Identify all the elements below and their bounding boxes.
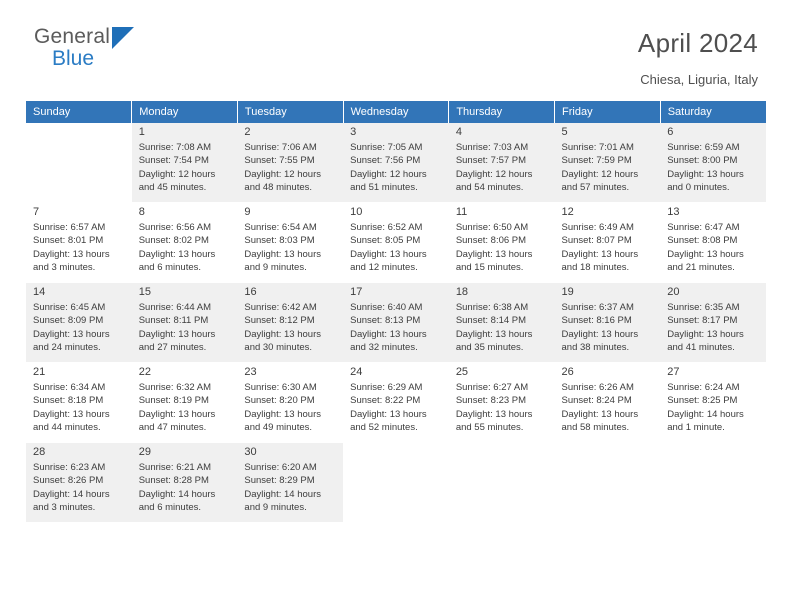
day-detail-line: Sunrise: 6:56 AM <box>138 221 212 233</box>
day-number: 17 <box>350 285 363 298</box>
day-detail-line: Sunrise: 6:40 AM <box>350 301 423 313</box>
column-header-saturday: Saturday <box>660 101 766 123</box>
day-detail-line: and 48 minutes. <box>244 182 313 194</box>
day-detail-line: Sunrise: 7:05 AM <box>350 142 423 153</box>
day-cell-empty <box>660 442 766 522</box>
day-detail-line: Sunset: 7:56 PM <box>350 155 421 167</box>
day-detail-line: and 49 minutes. <box>244 422 313 434</box>
day-detail-line: Sunrise: 6:30 AM <box>244 381 317 393</box>
day-detail-line: and 41 minutes. <box>667 342 735 354</box>
location-label: Chiesa, Liguria, Italy <box>640 72 758 87</box>
day-detail-line: Daylight: 14 hours <box>244 488 321 500</box>
day-number: 16 <box>244 285 257 298</box>
calendar-table <box>26 101 766 523</box>
day-detail-line: Daylight: 13 hours <box>33 328 110 340</box>
day-detail-line: Sunrise: 6:47 AM <box>667 221 740 233</box>
day-detail-line: Sunrise: 6:32 AM <box>138 381 212 393</box>
day-detail-line: Sunrise: 6:27 AM <box>455 381 529 393</box>
day-detail-line: and 3 minutes. <box>33 262 96 274</box>
day-detail-line: and 32 minutes. <box>350 342 418 354</box>
day-detail-line: Sunrise: 6:50 AM <box>455 221 529 233</box>
day-number: 1 <box>138 126 145 138</box>
day-detail-line: and 9 minutes. <box>244 262 307 274</box>
day-detail-line: Daylight: 14 hours <box>138 488 216 500</box>
day-cell-empty <box>26 123 132 202</box>
day-cell[interactable] <box>555 362 661 442</box>
day-cell[interactable] <box>26 442 132 522</box>
day-detail-line: Sunrise: 6:34 AM <box>33 381 106 393</box>
day-detail-line: Sunset: 8:12 PM <box>244 315 315 327</box>
day-cell[interactable] <box>343 362 449 442</box>
day-detail-line: and 0 minutes. <box>667 182 730 194</box>
day-detail-line: Sunrise: 6:35 AM <box>667 301 740 313</box>
day-detail-line: and 15 minutes. <box>455 262 524 274</box>
day-cell[interactable] <box>555 123 661 202</box>
day-detail-line: Daylight: 14 hours <box>33 488 110 500</box>
day-number: 12 <box>561 205 574 218</box>
day-detail-line: Daylight: 13 hours <box>138 328 216 340</box>
day-detail-line: and 35 minutes. <box>455 342 524 354</box>
day-detail-line: Daylight: 13 hours <box>244 328 321 340</box>
day-detail-line: Sunset: 8:14 PM <box>455 315 527 327</box>
day-number: 11 <box>455 205 468 218</box>
day-detail-line: Daylight: 13 hours <box>138 248 216 260</box>
day-number: 20 <box>667 285 680 298</box>
day-detail-line: Sunrise: 6:37 AM <box>561 301 634 313</box>
day-detail-line: Sunset: 8:03 PM <box>244 235 315 247</box>
day-cell[interactable] <box>449 282 555 362</box>
day-detail-line: and 12 minutes. <box>350 262 418 274</box>
day-number: 8 <box>138 205 145 218</box>
day-detail-line: and 57 minutes. <box>561 182 630 194</box>
day-detail-line: and 38 minutes. <box>561 342 630 354</box>
day-detail-line: Sunrise: 6:49 AM <box>561 221 634 233</box>
day-detail-line: Sunset: 8:09 PM <box>33 315 104 327</box>
week-row <box>26 202 766 282</box>
day-detail-line: Daylight: 12 hours <box>455 168 533 180</box>
logo <box>34 26 144 69</box>
day-detail-line: and 24 minutes. <box>33 342 101 354</box>
day-number: 15 <box>138 285 151 298</box>
logo-text-blue: Blue <box>52 47 95 70</box>
page-header <box>0 0 792 87</box>
day-detail-line: Daylight: 12 hours <box>138 168 216 180</box>
day-detail-line: Daylight: 13 hours <box>561 328 639 340</box>
day-cell[interactable] <box>237 282 343 362</box>
day-detail-line: and 18 minutes. <box>561 262 630 274</box>
day-detail-line: Sunrise: 6:20 AM <box>244 461 317 473</box>
day-cell[interactable] <box>555 282 661 362</box>
column-header-friday: Friday <box>555 101 661 123</box>
day-detail-line: Sunset: 8:00 PM <box>667 155 738 167</box>
day-cell[interactable] <box>132 202 238 282</box>
day-cell[interactable] <box>660 202 766 282</box>
day-detail-line: Daylight: 13 hours <box>667 168 744 180</box>
week-row <box>26 442 766 522</box>
day-number: 28 <box>33 445 46 458</box>
day-number: 27 <box>667 365 680 378</box>
day-number: 29 <box>138 445 151 458</box>
day-detail-line: Sunrise: 6:59 AM <box>667 142 740 153</box>
day-detail-line: Sunset: 7:57 PM <box>455 155 527 167</box>
day-detail-line: Sunset: 8:08 PM <box>667 235 738 247</box>
day-detail-line: Sunset: 8:18 PM <box>33 395 104 407</box>
logo-text-general: General <box>34 25 111 48</box>
day-detail-line: Daylight: 13 hours <box>667 248 744 260</box>
day-detail-line: Sunrise: 6:26 AM <box>561 381 634 393</box>
day-detail-line: Sunrise: 6:23 AM <box>33 461 106 473</box>
day-detail-line: Daylight: 13 hours <box>455 248 533 260</box>
day-detail-line: and 9 minutes. <box>244 502 307 514</box>
day-number: 18 <box>455 285 469 298</box>
day-detail-line: Daylight: 13 hours <box>33 248 110 260</box>
column-header-sunday: Sunday <box>26 101 132 123</box>
day-detail-line: Daylight: 13 hours <box>244 248 321 260</box>
day-detail-line: and 30 minutes. <box>244 342 313 354</box>
day-detail-line: and 52 minutes. <box>350 422 418 434</box>
week-row <box>26 123 766 202</box>
day-detail-line: Daylight: 13 hours <box>561 408 639 420</box>
day-detail-line: Sunset: 8:13 PM <box>350 315 421 327</box>
day-detail-line: Daylight: 13 hours <box>455 328 533 340</box>
column-header-thursday: Thursday <box>449 101 555 123</box>
day-detail-line: Sunset: 8:24 PM <box>561 395 632 407</box>
day-detail-line: Sunrise: 6:21 AM <box>138 461 212 473</box>
day-detail-line: Daylight: 13 hours <box>667 328 744 340</box>
day-detail-line: and 6 minutes. <box>138 262 202 274</box>
day-number: 10 <box>350 205 363 218</box>
column-header-wednesday: Wednesday <box>343 101 449 123</box>
day-detail-line: Sunset: 7:54 PM <box>138 155 209 167</box>
day-cell[interactable] <box>660 123 766 202</box>
day-detail-line: Daylight: 13 hours <box>455 408 533 420</box>
day-detail-line: Sunset: 8:06 PM <box>455 235 527 247</box>
day-cell-empty <box>555 442 661 522</box>
day-detail-line: Sunset: 8:26 PM <box>33 475 104 487</box>
day-detail-line: Sunset: 8:11 PM <box>138 315 209 327</box>
week-row <box>26 362 766 442</box>
day-cell[interactable] <box>26 282 132 362</box>
day-cell[interactable] <box>132 362 238 442</box>
day-cell[interactable] <box>237 123 343 202</box>
day-number: 19 <box>561 285 574 298</box>
day-detail-line: Sunrise: 6:29 AM <box>350 381 423 393</box>
day-detail-line: Daylight: 13 hours <box>350 248 427 260</box>
day-detail-line: Sunset: 8:19 PM <box>138 395 209 407</box>
day-detail-line: Sunset: 7:55 PM <box>244 155 315 167</box>
day-detail-line: Sunset: 8:07 PM <box>561 235 632 247</box>
day-detail-line: Sunrise: 6:38 AM <box>455 301 529 313</box>
day-detail-line: Sunset: 8:23 PM <box>455 395 527 407</box>
day-cell[interactable] <box>237 362 343 442</box>
day-detail-line: and 3 minutes. <box>33 502 96 514</box>
day-cell[interactable] <box>449 123 555 202</box>
day-detail-line: and 55 minutes. <box>455 422 524 434</box>
logo-triangle-icon <box>112 27 134 49</box>
title-block <box>638 26 758 87</box>
day-cell[interactable] <box>660 362 766 442</box>
day-detail-line: Daylight: 12 hours <box>350 168 427 180</box>
day-detail-line: Sunset: 8:25 PM <box>667 395 738 407</box>
column-header-tuesday: Tuesday <box>237 101 343 123</box>
day-number: 4 <box>455 126 462 138</box>
day-cell[interactable] <box>26 202 132 282</box>
day-detail-line: Sunset: 8:17 PM <box>667 315 738 327</box>
day-number: 24 <box>350 365 363 378</box>
day-detail-line: Sunset: 8:22 PM <box>350 395 421 407</box>
day-detail-line: and 21 minutes. <box>667 262 735 274</box>
day-number: 13 <box>667 205 680 218</box>
day-number: 14 <box>33 285 46 298</box>
day-detail-line: Sunrise: 6:52 AM <box>350 221 423 233</box>
day-detail-line: Sunrise: 6:42 AM <box>244 301 317 313</box>
day-cell[interactable] <box>555 202 661 282</box>
day-detail-line: Daylight: 13 hours <box>350 408 427 420</box>
day-number: 30 <box>244 445 257 458</box>
day-detail-line: and 54 minutes. <box>455 182 524 194</box>
day-number: 5 <box>561 126 568 138</box>
day-cell[interactable] <box>237 202 343 282</box>
day-detail-line: and 47 minutes. <box>138 422 207 434</box>
day-detail-line: Daylight: 14 hours <box>667 408 744 420</box>
day-detail-line: Sunrise: 7:08 AM <box>138 142 212 153</box>
day-detail-line: and 51 minutes. <box>350 182 418 194</box>
column-header-monday: Monday <box>132 101 238 123</box>
day-detail-line: and 6 minutes. <box>138 502 202 514</box>
day-cell-empty <box>343 442 449 522</box>
day-detail-line: Sunset: 7:59 PM <box>561 155 632 167</box>
day-cell[interactable] <box>26 362 132 442</box>
day-number: 3 <box>350 126 357 138</box>
day-detail-line: Sunset: 8:02 PM <box>138 235 209 247</box>
day-detail-line: Daylight: 12 hours <box>244 168 321 180</box>
day-detail-line: Sunrise: 6:45 AM <box>33 301 106 313</box>
day-number: 2 <box>244 126 251 138</box>
day-cell[interactable] <box>660 282 766 362</box>
day-cell[interactable] <box>343 123 449 202</box>
day-cell[interactable] <box>449 362 555 442</box>
day-detail-line: Daylight: 13 hours <box>244 408 321 420</box>
day-detail-line: Sunrise: 7:01 AM <box>561 142 634 153</box>
day-cell[interactable] <box>132 442 238 522</box>
page-title: April 2024 <box>637 28 758 58</box>
day-cell[interactable] <box>132 123 238 202</box>
day-detail-line: Daylight: 13 hours <box>33 408 110 420</box>
day-detail-line: Sunrise: 6:57 AM <box>33 221 106 233</box>
day-detail-line: and 27 minutes. <box>138 342 207 354</box>
calendar-header-row <box>26 101 766 123</box>
day-detail-line: Sunrise: 6:24 AM <box>667 381 740 393</box>
day-number: 7 <box>33 205 40 218</box>
calendar-body <box>26 123 766 522</box>
day-cell-empty <box>449 442 555 522</box>
day-detail-line: Sunset: 8:05 PM <box>350 235 421 247</box>
day-detail-line: Sunrise: 6:44 AM <box>138 301 212 313</box>
day-detail-line: and 45 minutes. <box>138 182 207 194</box>
day-detail-line: Sunrise: 6:54 AM <box>244 221 317 233</box>
day-number: 9 <box>244 205 251 218</box>
day-detail-line: and 1 minute. <box>667 422 725 434</box>
day-cell[interactable] <box>132 282 238 362</box>
day-cell[interactable] <box>449 202 555 282</box>
day-detail-line: Sunset: 8:20 PM <box>244 395 315 407</box>
day-cell[interactable] <box>237 442 343 522</box>
day-number: 26 <box>561 365 574 378</box>
day-detail-line: Daylight: 13 hours <box>561 248 639 260</box>
day-cell[interactable] <box>343 282 449 362</box>
day-number: 25 <box>455 365 469 378</box>
day-detail-line: Daylight: 13 hours <box>138 408 216 420</box>
day-detail-line: Sunset: 8:28 PM <box>138 475 209 487</box>
day-detail-line: Sunset: 8:01 PM <box>33 235 104 247</box>
day-number: 23 <box>244 365 257 378</box>
day-detail-line: Sunrise: 7:06 AM <box>244 142 317 153</box>
day-detail-line: Sunrise: 7:03 AM <box>455 142 529 153</box>
day-detail-line: and 44 minutes. <box>33 422 101 434</box>
day-detail-line: and 58 minutes. <box>561 422 630 434</box>
day-detail-line: Daylight: 13 hours <box>350 328 427 340</box>
day-detail-line: Daylight: 12 hours <box>561 168 639 180</box>
week-row <box>26 282 766 362</box>
day-number: 22 <box>138 365 151 378</box>
day-cell[interactable] <box>343 202 449 282</box>
day-number: 6 <box>667 126 674 138</box>
day-detail-line: Sunset: 8:16 PM <box>561 315 632 327</box>
day-number: 21 <box>33 365 46 378</box>
day-detail-line: Sunset: 8:29 PM <box>244 475 315 487</box>
